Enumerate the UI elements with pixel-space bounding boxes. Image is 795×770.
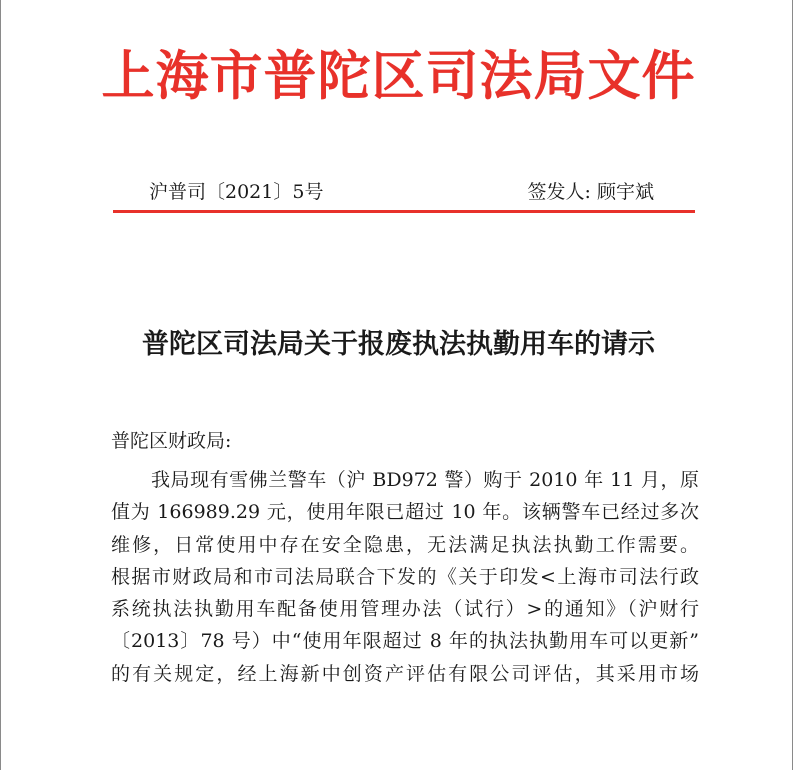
body-line: 〔2013〕78 号）中“使用年限超过 8 年的执法执勤用车可以更新”	[111, 630, 699, 653]
body-paragraph	[111, 466, 699, 692]
body-line: 的有关规定，经上海新中创资产评估有限公司评估，其采用市场	[111, 662, 699, 685]
salutation: 普陀区财政局:	[111, 430, 232, 452]
body-line: 值为 166989.29 元，使用年限已超过 10 年。该辆警车已经过多次	[111, 501, 699, 524]
body-line: 根据市财政局和市司法局联合下发的《关于印发<上海市司法行政	[111, 565, 699, 588]
header-divider	[113, 210, 695, 213]
signer-name: 签发人: 顾宇斌	[527, 181, 654, 203]
issuer-header-title: 上海市普陀区司法局文件	[101, 45, 696, 107]
body-line: 维修，日常使用中存在安全隐患，无法满足执法执勤工作需要。	[111, 533, 699, 556]
body-line: 我局现有雪佛兰警车（沪 BD972 警）购于 2010 年 11 月，原	[151, 469, 699, 491]
document-title: 普陀区司法局关于报废执法执勤用车的请示	[142, 329, 655, 360]
document-number: 沪普司〔2021〕5号	[149, 181, 324, 203]
body-line: 系统执法执勤用车配备使用管理办法（试行）>的通知》（沪财行	[111, 598, 699, 621]
